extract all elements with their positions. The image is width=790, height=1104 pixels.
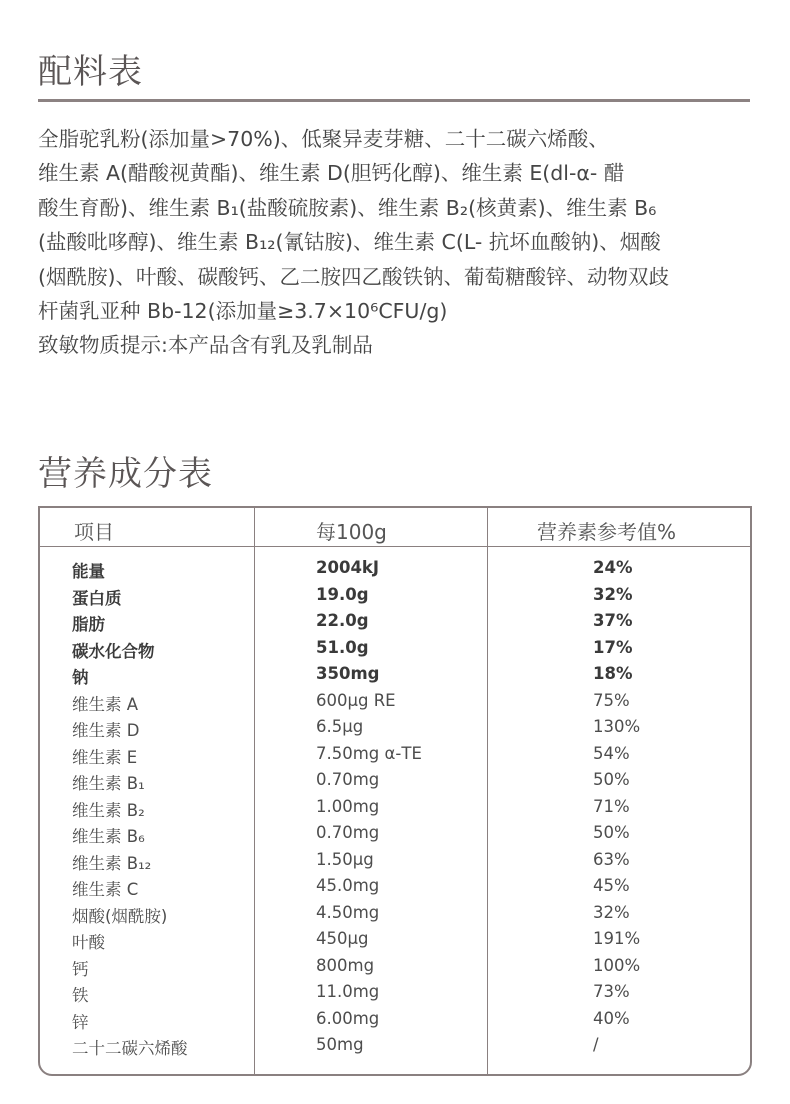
table-row xyxy=(40,850,750,877)
table-row xyxy=(40,956,750,983)
row-item: 锌 xyxy=(72,1012,89,1032)
table-row xyxy=(40,823,750,850)
ingredients-line: (盐酸吡哆醇)、维生素 B₁₂(氰钴胺)、维生素 C(L- 抗坏血酸钠)、烟酸 xyxy=(38,230,661,255)
row-nrv: 54% xyxy=(593,743,630,763)
table-row xyxy=(40,1009,750,1036)
table-row xyxy=(40,691,750,718)
row-nrv: / xyxy=(593,1035,599,1054)
ingredients-line: (烟酰胺)、叶酸、碳酸钙、乙二胺四乙酸铁钠、葡萄糖酸锌、动物双歧 xyxy=(38,264,669,289)
ingredients-line: 全脂驼乳粉(添加量>70%)、低聚异麦芽糖、二十二碳六烯酸、 xyxy=(38,127,609,151)
row-item: 碳水化合物 xyxy=(72,641,155,661)
row-nrv: 73% xyxy=(593,982,630,1001)
row-item: 维生素 B₁₂ xyxy=(72,853,152,873)
table-row xyxy=(40,638,750,665)
row-item: 脂肪 xyxy=(72,615,105,634)
row-item: 维生素 C xyxy=(72,880,139,899)
row-per100g: 6.5μg xyxy=(316,717,364,736)
header-divider xyxy=(40,546,750,547)
row-item: 维生素 B₁ xyxy=(72,774,145,793)
table-row xyxy=(40,717,750,744)
nutrition-title: 营养成分表 xyxy=(38,454,213,494)
ingredients-line: 杆菌乳亚种 Bb-12(添加量≥3.7×10⁶CFU/g) xyxy=(38,298,448,323)
ingredients-list xyxy=(38,122,758,363)
table-row xyxy=(40,982,750,1009)
table-row xyxy=(40,797,750,824)
table-row xyxy=(40,876,750,903)
row-item: 铁 xyxy=(72,986,89,1005)
row-nrv: 18% xyxy=(593,664,633,683)
table-row xyxy=(40,1035,750,1062)
row-per100g: 2004kJ xyxy=(316,558,380,577)
row-item: 钙 xyxy=(72,959,89,979)
row-per100g: 11.0mg xyxy=(316,982,380,1001)
row-item: 蛋白质 xyxy=(72,588,122,608)
row-per100g: 6.00mg xyxy=(316,1008,380,1028)
ingredients-line: 酸生育酚)、维生素 B₁(盐酸硫胺素)、维生素 B₂(核黄素)、维生素 B₆ xyxy=(38,195,657,220)
row-nrv: 24% xyxy=(593,558,633,577)
table-row xyxy=(40,770,750,797)
row-item: 维生素 D xyxy=(72,721,140,740)
row-nrv: 130% xyxy=(593,717,641,736)
row-item: 能量 xyxy=(72,562,105,581)
table-row xyxy=(40,744,750,771)
row-per100g: 800mg xyxy=(316,955,375,975)
row-nrv: 40% xyxy=(593,1008,630,1028)
row-nrv: 32% xyxy=(593,584,633,604)
row-per100g: 1.00mg xyxy=(316,796,380,816)
row-item: 烟酸(烟酰胺) xyxy=(72,906,168,926)
row-nrv: 75% xyxy=(593,690,630,710)
row-item: 维生素 E xyxy=(72,747,138,767)
row-nrv: 17% xyxy=(593,637,633,657)
table-row xyxy=(40,611,750,638)
row-nrv: 100% xyxy=(593,955,641,975)
nutrition-table xyxy=(38,506,752,1076)
table-row xyxy=(40,585,750,612)
table-row xyxy=(40,929,750,956)
row-per100g: 600μg RE xyxy=(316,690,396,710)
row-per100g: 1.50μg xyxy=(316,849,374,869)
row-nrv: 32% xyxy=(593,902,630,922)
row-item: 维生素 A xyxy=(72,694,139,714)
row-item: 维生素 B₆ xyxy=(72,827,145,846)
row-per100g: 45.0mg xyxy=(316,876,380,895)
row-per100g: 51.0g xyxy=(316,637,369,657)
row-nrv: 71% xyxy=(593,796,630,816)
row-nrv: 50% xyxy=(593,770,630,789)
row-per100g: 50mg xyxy=(316,1035,364,1054)
row-item: 叶酸 xyxy=(72,933,105,952)
row-per100g: 22.0g xyxy=(316,611,369,630)
row-per100g: 4.50mg xyxy=(316,902,380,922)
row-per100g: 0.70mg xyxy=(316,770,380,789)
row-per100g: 7.50mg α-TE xyxy=(316,743,422,763)
row-per100g: 350mg xyxy=(316,664,380,683)
row-per100g: 450μg xyxy=(316,929,369,948)
row-item: 二十二碳六烯酸 xyxy=(72,1039,188,1058)
row-per100g: 19.0g xyxy=(316,584,369,604)
row-item: 维生素 B₂ xyxy=(72,800,145,820)
row-nrv: 45% xyxy=(593,876,630,895)
row-nrv: 191% xyxy=(593,929,641,948)
allergen-notice: 致敏物质提示:本产品含有乳及乳制品 xyxy=(38,333,373,358)
header-nrv: 营养素参考值% xyxy=(537,520,677,544)
table-row xyxy=(40,558,750,585)
row-nrv: 50% xyxy=(593,823,630,842)
row-nrv: 63% xyxy=(593,849,630,869)
title-underline xyxy=(38,99,750,102)
row-item: 钠 xyxy=(72,668,89,687)
header-per100g: 每100g xyxy=(316,520,387,544)
table-row xyxy=(40,664,750,691)
ingredients-line: 维生素 A(醋酸视黄酯)、维生素 D(胆钙化醇)、维生素 E(dl-α- 醋 xyxy=(38,161,625,186)
row-nrv: 37% xyxy=(593,611,633,630)
table-row xyxy=(40,903,750,930)
header-item: 项目 xyxy=(74,520,114,544)
row-per100g: 0.70mg xyxy=(316,823,380,842)
ingredients-title: 配料表 xyxy=(38,52,143,92)
